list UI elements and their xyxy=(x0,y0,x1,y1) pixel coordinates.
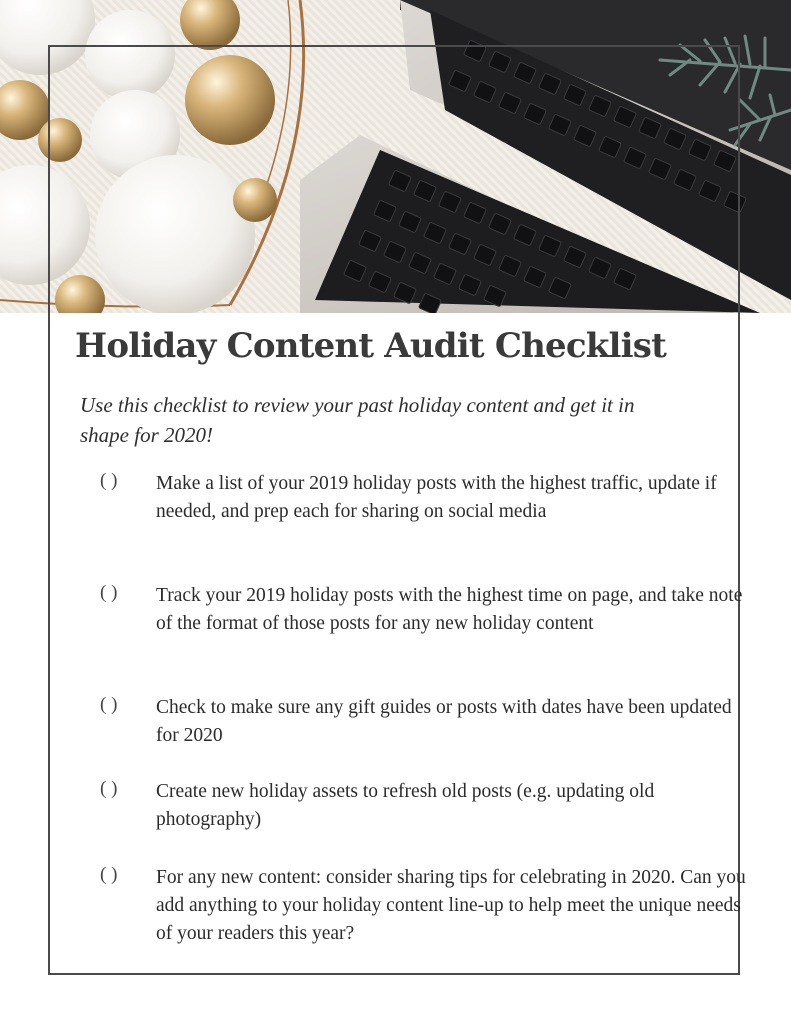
hero-illustration xyxy=(0,0,791,313)
laptop xyxy=(300,0,791,313)
checklist-item xyxy=(100,778,756,834)
hero-photo xyxy=(0,0,791,313)
checkbox[interactable]: ( ) xyxy=(100,470,118,491)
checklist-item xyxy=(100,582,756,638)
checklist-item xyxy=(100,694,756,750)
checklist-item-text: Make a list of your 2019 holiday posts with the highest traffic, update if needed, and prep each for sharing on social media xyxy=(156,473,717,522)
page-title: Holiday Content Audit Checklist xyxy=(75,326,666,366)
checklist-item xyxy=(100,864,756,948)
checklist-item-text: For any new content: consider sharing tips for celebrating in 2020. Can you add anything to your holiday content line-up to help meet the unique needs of your readers this year? xyxy=(156,867,746,944)
checklist-item-text: Create new holiday assets to refresh old posts (e.g. updating old photography) xyxy=(156,781,655,830)
page-subtitle: Use this checklist to review your past holiday content and get it in shape for 2020! xyxy=(80,393,635,447)
checkbox[interactable]: ( ) xyxy=(100,778,118,799)
ornaments xyxy=(0,0,277,313)
checkbox[interactable]: ( ) xyxy=(100,582,118,603)
checklist-item-text: Check to make sure any gift guides or posts with dates have been updated for 2020 xyxy=(156,697,732,746)
checkbox[interactable]: ( ) xyxy=(100,694,118,715)
checklist-item-text: Track your 2019 holiday posts with the highest time on page, and take note of the format of those posts for any new holiday content xyxy=(156,585,743,634)
checklist-item xyxy=(100,470,756,526)
checkbox[interactable]: ( ) xyxy=(100,864,118,885)
